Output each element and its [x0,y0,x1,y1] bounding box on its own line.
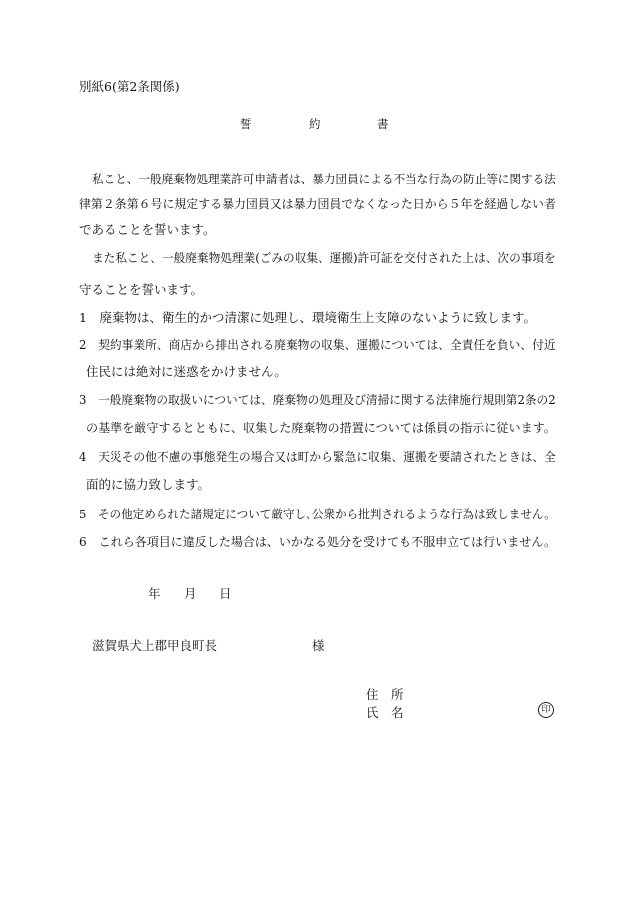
list-item: 4 天災その他不慮の事態発生の場合又は町から緊急に収集、運搬を要請されたときは、全 [79,450,556,464]
document-title [0,116,630,132]
form-id: 別紙6(第2条関係) [79,79,180,94]
title-char-3: 書 [377,117,389,131]
body-paragraph-line: 私こと、一般廃棄物処理業許可申請者は、暴力団員による不当な行為の防止等に関する法 [92,172,556,186]
list-item: の基準を厳守するとともに、収集した廃棄物の措置については係員の指示に従います。 [86,421,556,435]
title-char-1: 誓 [240,117,252,131]
name-label: 氏 名 [366,705,404,720]
addressee-name: 滋賀県犬上郡甲良町長 [92,638,218,653]
date-month: 月 [184,586,197,601]
date-day: 日 [219,586,232,601]
body-paragraph-line: であることを誓います。 [79,222,216,237]
list-item: 住民には絶対に迷惑をかけません。 [86,364,287,379]
body-paragraph-line: また私こと、一般廃棄物処理業(ごみの収集、運搬)許可証を交付された上は、次の事項を [92,251,556,265]
title-char-2: 約 [309,117,321,131]
seal-mark: 印 [538,702,554,718]
address-label: 住 所 [366,687,404,702]
list-item: 2 契約事業所、商店から排出される廃棄物の収集、運搬については、全責任を負い、付近 [79,338,556,352]
list-item: 6 これら各項目に違反した場合は、いかなる処分を受けても不服申立ては行いません。 [79,535,556,549]
list-item: 面的に協力致します。 [86,477,211,492]
list-item: 5 その他定められた諸規定について厳守し､公衆から批判されるような行為は致しません。 [79,507,556,521]
list-item: 1 廃棄物は、衛生的かつ清潔に処理し、環境衛生上支障のないように致します。 [79,310,536,325]
addressee-honorific: 様 [312,638,325,653]
list-item: 3 一般廃棄物の取扱いについては、廃棄物の処理及び清掃に関する法律施行規則第2条の2 [79,393,556,407]
body-paragraph-line: 律第２条第６号に規定する暴力団員又は暴力団員でなくなった日から５年を経過しない者 [79,197,556,211]
date-year: 年 [148,586,161,601]
body-paragraph-line: 守ることを誓います。 [79,282,204,297]
